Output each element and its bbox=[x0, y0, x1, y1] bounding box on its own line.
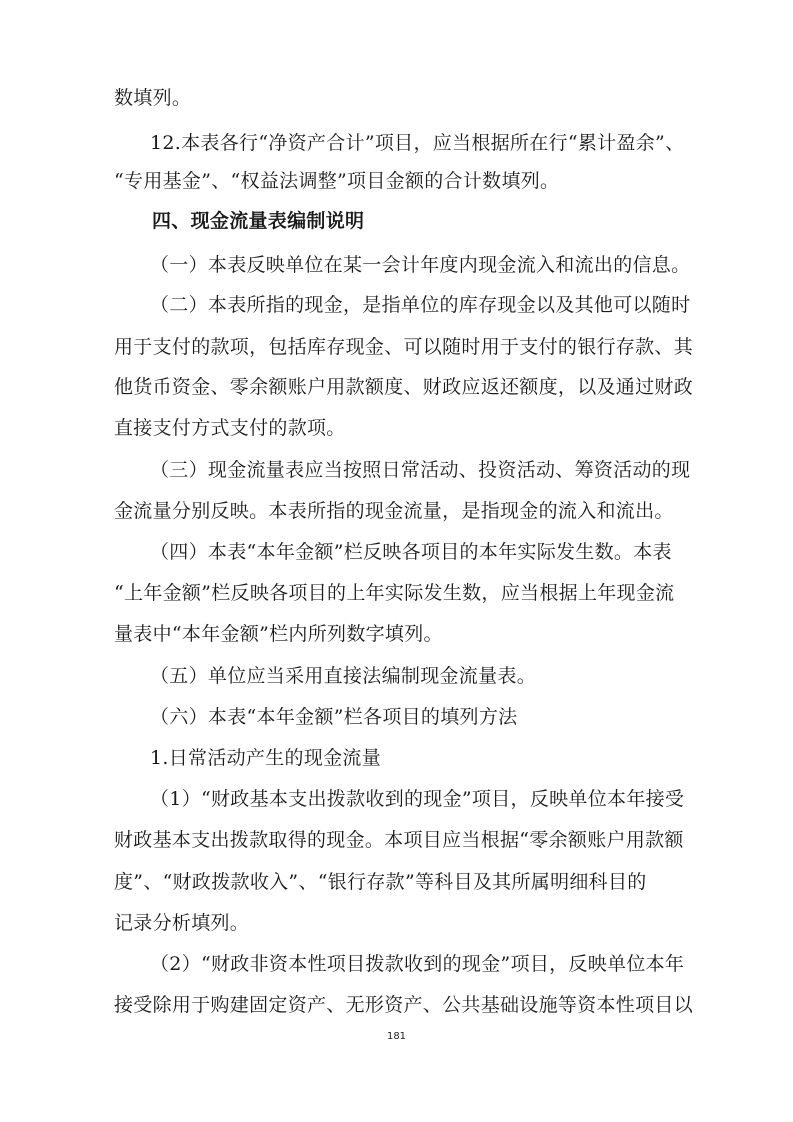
text-line: （二）本表所指的现金，是指单位的库存现金以及其他可以随时 bbox=[150, 294, 691, 316]
text-line: 记录分析填列。 bbox=[114, 912, 250, 934]
text-line: （1）“财政基本支出拨款收到的现金”项目，反映单位本年接受 bbox=[150, 788, 685, 810]
text-line: 直接支付方式支付的款项。 bbox=[114, 417, 346, 439]
text-line: 财政基本支出拨款取得的现金。本项目应当根据“零余额账户用款额 bbox=[114, 829, 684, 851]
text-line: （三）现金流量表应当按照日常活动、投资活动、筹资活动的现 bbox=[150, 459, 691, 481]
section-heading: 四、现金流量表编制说明 bbox=[152, 210, 365, 232]
text-line: 12.本表各行“净资产合计”项目，应当根据所在行“累计盈余”、 bbox=[150, 132, 685, 154]
text-line: 接受除用于购建固定资产、无形资产、公共基础设施等资本性项目以 bbox=[114, 994, 694, 1016]
text-line: 他货币资金、零余额账户用款额度、财政应返还额度，以及通过财政 bbox=[114, 376, 694, 398]
text-line: 金流量分别反映。本表所指的现金流量，是指现金的流入和流出。 bbox=[114, 500, 674, 522]
text-line: （一）本表反映单位在某一会计年度内现金流入和流出的信息。 bbox=[150, 254, 691, 276]
text-line: 量表中“本年金额”栏内所列数字填列。 bbox=[114, 623, 443, 645]
text-line: 度”、“财政拨款收入”、“银行存款”等科目及其所属明细科目的 bbox=[114, 871, 647, 893]
text-line: （六）本表“本年金额”栏各项目的填列方法 bbox=[150, 706, 518, 728]
text-line: （2）“财政非资本性项目拨款收到的现金”项目，反映单位本年 bbox=[150, 953, 685, 975]
text-line: “上年金额”栏反映各项目的上年实际发生数，应当根据上年现金流 bbox=[114, 582, 675, 604]
text-line: 1.日常活动产生的现金流量 bbox=[150, 747, 382, 769]
page-number: 181 bbox=[386, 1031, 407, 1042]
text-line: “专用基金”、“权益法调整”项目金额的合计数填列。 bbox=[114, 170, 560, 192]
text-line: （五）单位应当采用直接法编制现金流量表。 bbox=[150, 665, 537, 687]
text-line: 数填列。 bbox=[114, 87, 192, 109]
text-line: 用于支付的款项，包括库存现金、可以随时用于支付的银行存款、其 bbox=[114, 336, 694, 358]
text-line: （四）本表“本年金额”栏反映各项目的本年实际发生数。本表 bbox=[150, 541, 672, 563]
